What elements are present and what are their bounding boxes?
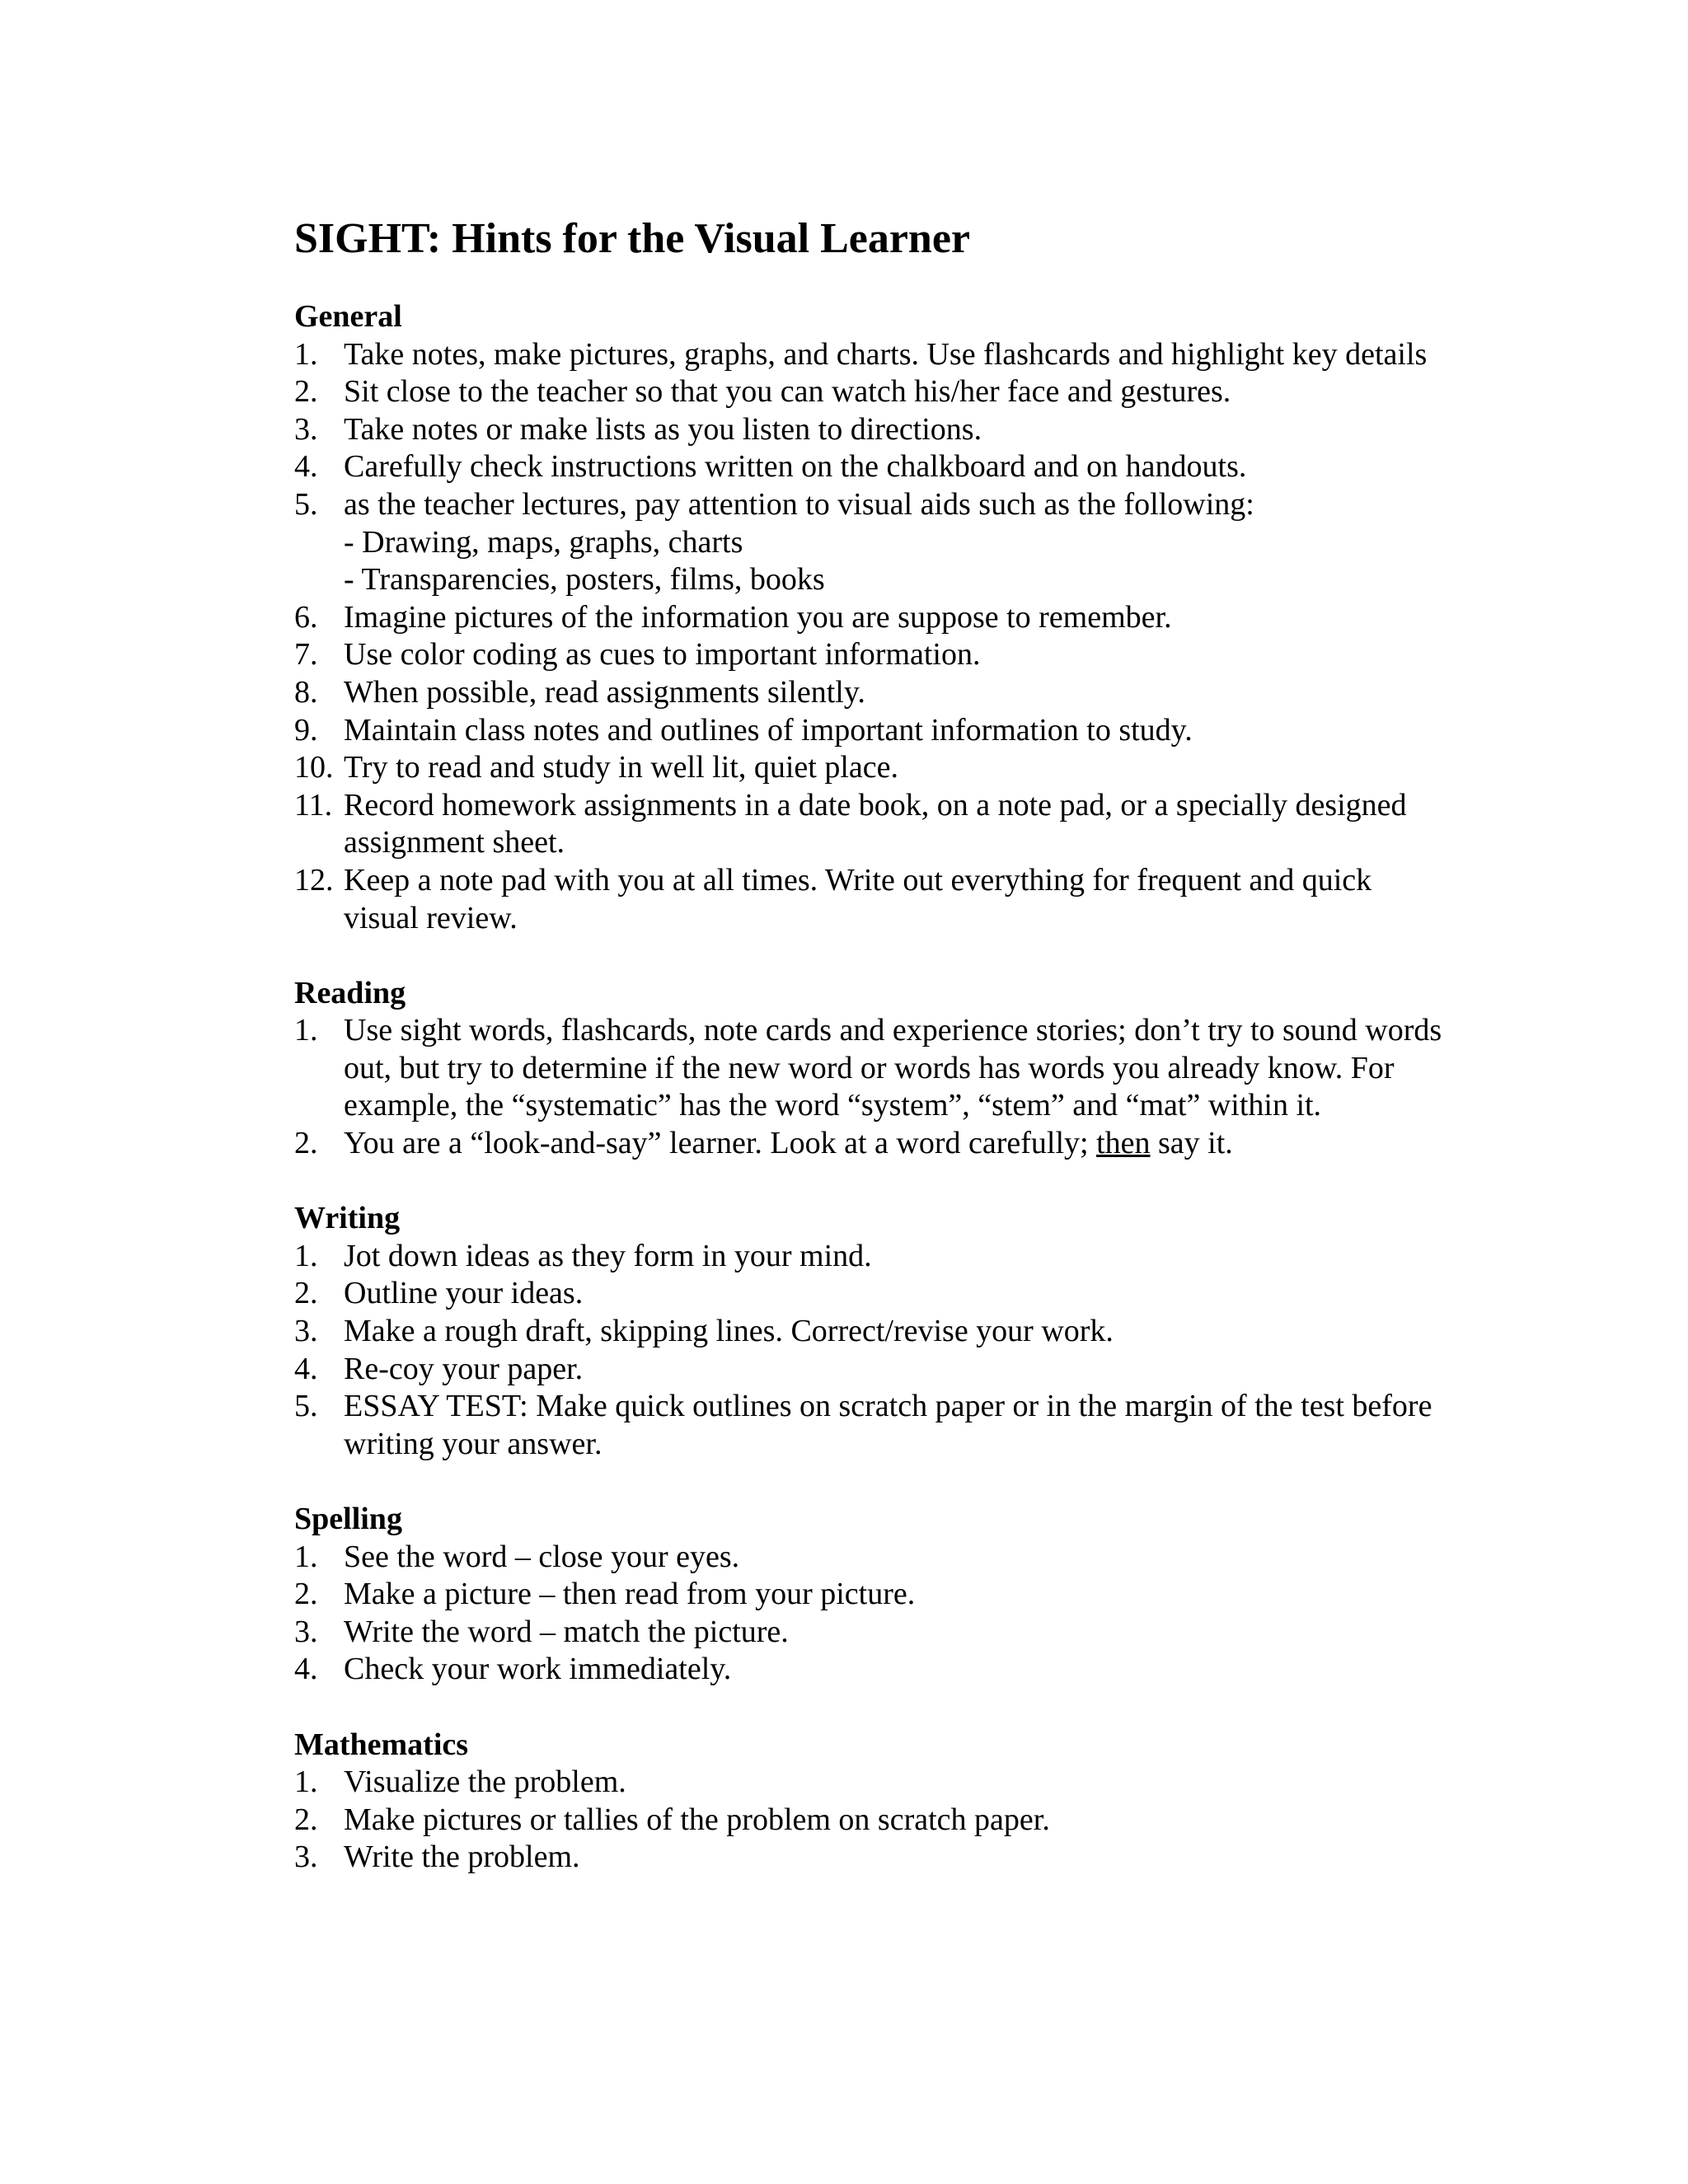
item-number: 11. bbox=[294, 787, 333, 823]
section-general bbox=[294, 298, 1448, 937]
list-item bbox=[294, 1651, 1448, 1689]
item-text: as the teacher lectures, pay attention to visual aids such as the following: bbox=[344, 486, 1254, 522]
list-item bbox=[294, 599, 1448, 637]
list-item bbox=[294, 712, 1448, 750]
item-text: Write the word – match the picture. bbox=[344, 1614, 789, 1649]
section-mathematics bbox=[294, 1727, 1448, 1877]
item-number: 5. bbox=[294, 486, 318, 522]
item-text-before: You are a “look-and-say” learner. Look at a word carefully; bbox=[344, 1126, 1097, 1161]
item-number: 10. bbox=[294, 750, 334, 785]
item-number: 2. bbox=[294, 1126, 318, 1161]
item-text: Write the problem. bbox=[344, 1840, 580, 1875]
item-text: When possible, read assignments silently. bbox=[344, 674, 865, 710]
item-number: 4. bbox=[294, 1652, 318, 1687]
item-text: Make a rough draft, skipping lines. Correct/revise your work. bbox=[344, 1314, 1114, 1349]
list-item bbox=[294, 1539, 1448, 1577]
item-number: 8. bbox=[294, 674, 318, 710]
sub-item: - Drawing, maps, graphs, charts bbox=[344, 524, 743, 560]
item-number: 2. bbox=[294, 374, 318, 410]
item-text: Jot down ideas as they form in your mind. bbox=[344, 1238, 872, 1273]
item-text: Sit close to the teacher so that you can watch his/her face and gestures. bbox=[344, 374, 1231, 410]
spelling-list bbox=[294, 1539, 1448, 1689]
item-text: Imagine pictures of the information you are suppose to remember. bbox=[344, 599, 1172, 635]
list-item bbox=[294, 411, 1448, 449]
list-item bbox=[294, 1012, 1448, 1125]
item-number: 9. bbox=[294, 712, 318, 748]
section-heading: Spelling bbox=[294, 1502, 402, 1536]
item-number: 3. bbox=[294, 1840, 318, 1875]
item-number: 1. bbox=[294, 1238, 318, 1273]
list-item bbox=[294, 1802, 1448, 1840]
list-item bbox=[294, 1614, 1448, 1652]
section-reading bbox=[294, 975, 1448, 1163]
item-number: 12. bbox=[294, 862, 334, 898]
item-text: Carefully check instructions written on the chalkboard and on handouts. bbox=[344, 449, 1247, 485]
list-item bbox=[294, 1388, 1448, 1463]
item-text: Make a picture – then read from your picture. bbox=[344, 1577, 916, 1612]
item-text: Try to read and study in well lit, quiet place. bbox=[344, 750, 898, 785]
page-title: SIGHT: Hints for the Visual Learner bbox=[294, 215, 970, 262]
item-text: ESSAY TEST: Make quick outlines on scratch paper or in the margin of the test before writing your answer. bbox=[344, 1389, 1432, 1461]
item-text: Use color coding as cues to important information. bbox=[344, 637, 981, 673]
item-number: 1. bbox=[294, 1539, 318, 1574]
item-number: 4. bbox=[294, 449, 318, 485]
list-item bbox=[294, 486, 1448, 599]
item-number: 1. bbox=[294, 1013, 318, 1048]
item-number: 6. bbox=[294, 599, 318, 635]
item-text: Make pictures or tallies of the problem on scratch paper. bbox=[344, 1802, 1050, 1837]
list-item bbox=[294, 1576, 1448, 1614]
list-item bbox=[294, 336, 1448, 374]
item-number: 3. bbox=[294, 411, 318, 447]
item-text: Take notes or make lists as you listen to directions. bbox=[344, 411, 982, 447]
underlined-word: then bbox=[1096, 1126, 1151, 1161]
item-text: Use sight words, flashcards, note cards and experience stories; don’t try to sound words out, but try to determine if the new word or words has words you already know. For example, the “systematic” has the word “system”, “stem” and “mat” within it. bbox=[344, 1013, 1442, 1123]
sub-item: - Transparencies, posters, films, books bbox=[344, 562, 825, 598]
item-number: 2. bbox=[294, 1276, 318, 1311]
writing-list bbox=[294, 1238, 1448, 1464]
list-item bbox=[294, 1313, 1448, 1351]
list-item bbox=[294, 448, 1448, 486]
list-item bbox=[294, 1351, 1448, 1389]
item-text: Maintain class notes and outlines of important information to study. bbox=[344, 712, 1193, 748]
list-item bbox=[294, 1839, 1448, 1877]
item-number: 2. bbox=[294, 1802, 318, 1837]
section-heading: General bbox=[294, 299, 402, 334]
section-writing bbox=[294, 1200, 1448, 1463]
section-spelling bbox=[294, 1501, 1448, 1689]
list-item bbox=[294, 1275, 1448, 1313]
item-number: 7. bbox=[294, 637, 318, 673]
item-text-after: say it. bbox=[1150, 1126, 1233, 1161]
reading-list bbox=[294, 1012, 1448, 1162]
list-item bbox=[294, 862, 1448, 937]
mathematics-list bbox=[294, 1764, 1448, 1877]
item-text: Outline your ideas. bbox=[344, 1276, 584, 1311]
item-text: Re-coy your paper. bbox=[344, 1351, 584, 1386]
list-item bbox=[294, 674, 1448, 712]
list-item bbox=[294, 1764, 1448, 1802]
item-text: Take notes, make pictures, graphs, and charts. Use flashcards and highlight key details bbox=[344, 336, 1428, 372]
item-number: 1. bbox=[294, 1765, 318, 1800]
item-number: 4. bbox=[294, 1351, 318, 1386]
list-item bbox=[294, 787, 1448, 862]
item-number: 5. bbox=[294, 1389, 318, 1424]
list-item bbox=[294, 1125, 1448, 1163]
item-text: Check your work immediately. bbox=[344, 1652, 732, 1687]
item-number: 3. bbox=[294, 1614, 318, 1649]
section-heading: Mathematics bbox=[294, 1727, 469, 1762]
general-list bbox=[294, 336, 1448, 938]
item-number: 1. bbox=[294, 336, 318, 372]
list-item bbox=[294, 749, 1448, 787]
item-text: See the word – close your eyes. bbox=[344, 1539, 740, 1574]
document-body bbox=[294, 298, 1448, 1915]
item-number: 3. bbox=[294, 1314, 318, 1349]
list-item bbox=[294, 1238, 1448, 1276]
item-number: 2. bbox=[294, 1577, 318, 1612]
item-text: Record homework assignments in a date book, on a note pad, or a specially designed assignment sheet. bbox=[344, 787, 1407, 860]
section-heading: Writing bbox=[294, 1201, 401, 1236]
list-item bbox=[294, 373, 1448, 411]
item-text: Visualize the problem. bbox=[344, 1765, 626, 1800]
list-item bbox=[294, 636, 1448, 674]
item-text: Keep a note pad with you at all times. Write out everything for frequent and quick visual review. bbox=[344, 862, 1372, 935]
section-heading: Reading bbox=[294, 975, 406, 1010]
